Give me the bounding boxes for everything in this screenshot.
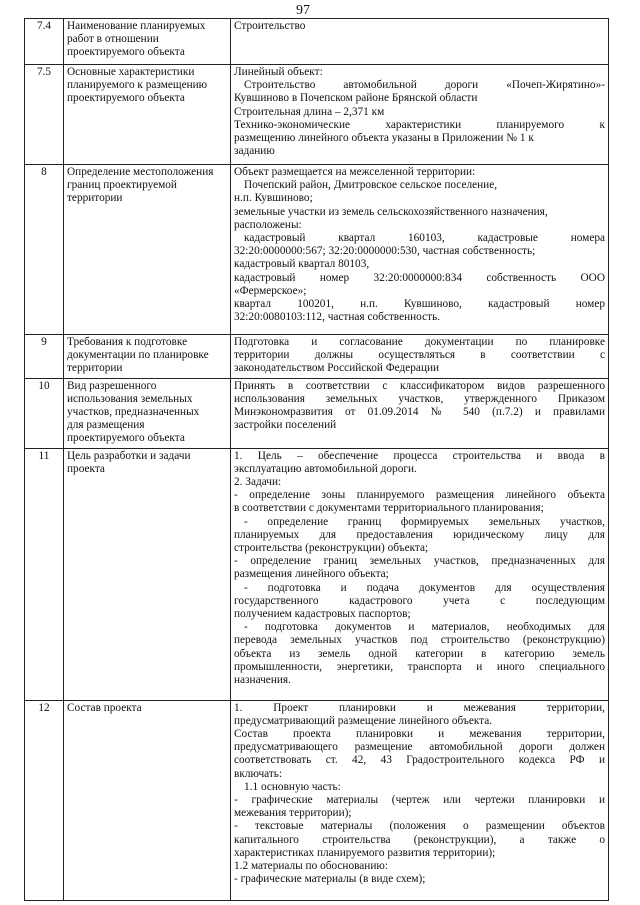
parameter-value-line: кадастровый квартал 80103, <box>234 258 370 271</box>
parameter-value-line: капитального строительства (реконструкции), а также о <box>234 833 605 846</box>
parameter-name-line: границ проектируемой <box>67 179 177 192</box>
parameter-value-line: - подготовка документов и материалов, необходимых для <box>244 621 605 634</box>
table-row <box>25 378 609 448</box>
row-number: 7.4 <box>25 19 64 65</box>
table-row <box>25 65 609 165</box>
parameter-value-line: соответствовать ст. 42, 43 Градостроительного кодекса РФ и <box>234 754 605 767</box>
parameter-name-line: проектируемого объекта <box>67 432 185 445</box>
table-row <box>25 165 609 335</box>
parameter-value-line: эксплуатацию автомобильной дороги. <box>234 462 417 475</box>
parameter-value-line: размещения линейного объекта; <box>234 568 389 581</box>
parameter-value-line: назначения. <box>234 674 291 687</box>
parameter-value-line: - подготовка и подача документов для осуществления <box>244 581 605 594</box>
parameter-value-line: 1.2 материалы по обоснованию: <box>234 860 388 873</box>
row-number: 10 <box>25 378 64 448</box>
parameter-value-line: заданию <box>234 145 275 158</box>
parameter-value-line: «Фермерское»; <box>234 284 307 297</box>
parameter-name-line: Наименование планируемых <box>67 20 206 32</box>
parameter-value-line: н.п. Кувшиново; <box>234 192 313 205</box>
parameter-value-line: государственного кадастрового учета с последующим <box>234 594 605 607</box>
parameter-value-line: - определение границ земельных участков, предназначенных для <box>234 555 605 568</box>
row-number: 8 <box>25 165 64 335</box>
parameter-value-line: территории должны осуществляться в соответствии с <box>234 349 605 362</box>
parameter-value-line: застройки поселений <box>234 419 337 432</box>
parameter-value-line: 32:20:0080103:112, частная собственность. <box>234 311 441 324</box>
row-number: 11 <box>25 448 64 700</box>
parameter-value-line: строительства (реконструкции) объекта; <box>234 542 429 555</box>
requirements-table <box>24 18 609 901</box>
row-parameter-value <box>231 19 609 65</box>
parameter-name-line: планируемого к размещению <box>67 79 208 92</box>
parameter-name-line: работ в отношении <box>67 33 159 46</box>
row-parameter-name <box>64 700 231 900</box>
parameter-value-line: Подготовка и согласование документации по планировке <box>234 336 605 348</box>
parameter-value-line: законодательством Российской Федерации <box>234 362 440 375</box>
parameter-value-line: кадастровый квартал 160103, кадастровые номера <box>244 232 605 245</box>
parameter-name-line: проекта <box>67 462 105 475</box>
row-parameter-value <box>231 165 609 335</box>
parameter-value-line: 1. Цель – обеспечение процесса строительства и ввода в <box>234 449 605 462</box>
parameter-value-line: расположены: <box>234 218 302 231</box>
parameter-value-line: Строительная длина – 2,371 км <box>234 105 385 118</box>
parameter-name-line: Состав проекта <box>67 701 142 714</box>
parameter-value-line: 1.1 основную часть: <box>244 780 341 793</box>
parameter-value-line: Строительство автомобильной дороги «Почеп-Жирятино»- <box>244 79 605 92</box>
parameter-name-line: Основные характеристики <box>67 66 195 78</box>
row-number: 9 <box>25 335 64 379</box>
parameter-name-line: территории <box>67 362 123 375</box>
parameter-name-line: проектируемого объекта <box>67 92 185 105</box>
parameter-value-line: Принять в соответствии с классификатором видов разрешенного <box>234 379 605 392</box>
parameter-value-line: - определение зоны планируемого размещения линейного объекта <box>234 489 605 502</box>
parameter-value-line: Кувшиново в Почепском районе Брянской области <box>234 92 478 105</box>
parameter-value-line: 32:20:0000000:567; 32:20:0000000:530, частная собственность; <box>234 245 536 258</box>
parameter-value-line: предусматривающего размещение автомобильной дороги должен <box>234 741 605 754</box>
parameter-name-line: использования земельных <box>67 392 193 405</box>
table-row <box>25 448 609 700</box>
parameter-value-line: Почепский район, Дмитровское сельское поселение, <box>244 179 498 192</box>
parameter-value-line: 1. Проект планировки и межевания территории, <box>234 701 605 714</box>
row-parameter-name <box>64 335 231 379</box>
row-parameter-value <box>231 335 609 379</box>
row-parameter-name <box>64 165 231 335</box>
parameter-value-line: - графические материалы (в виде схем); <box>234 873 426 886</box>
parameter-value-line: - графические материалы (чертеж или чертежи планировки и <box>234 794 605 807</box>
row-number: 7.5 <box>25 65 64 165</box>
parameter-value-line: перевода земельных участков под строительство (реконструкцию) <box>234 634 605 647</box>
row-parameter-name <box>64 65 231 165</box>
row-parameter-value <box>231 448 609 700</box>
parameter-name-line: Вид разрешенного <box>67 379 157 392</box>
row-number: 12 <box>25 700 64 900</box>
table-row <box>25 19 609 65</box>
parameter-value-line: Объект размещается на межселенной территории: <box>234 166 476 178</box>
parameter-value-line: Состав проекта планировки и межевания территории, <box>234 728 605 741</box>
parameter-value-line: квартал 100201, н.п. Кувшиново, кадастровый номер <box>234 298 605 311</box>
row-parameter-name <box>64 378 231 448</box>
parameter-name-line: Требования к подготовке <box>67 336 188 348</box>
table-row <box>25 700 609 900</box>
row-parameter-name <box>64 19 231 65</box>
parameter-value-line: планируемых для предоставления юридическому лицу для <box>234 528 605 541</box>
parameter-name-line: Определение местоположения <box>67 166 214 178</box>
parameter-value-line: предусматривающий размещение линейного объекта. <box>234 714 493 727</box>
parameter-name-line: документации по планировке <box>67 349 209 362</box>
parameter-value-line: - текстовые материалы (положения о размещении объектов <box>234 820 605 833</box>
parameter-name-line: для размещения <box>67 419 145 432</box>
page-number: 97 <box>296 3 310 18</box>
parameter-value-line: объекта из земель одной категории в категорию земель <box>234 647 605 660</box>
parameter-value-line: Линейный объект: <box>234 66 323 78</box>
parameter-value-line: получением кадастровых паспортов; <box>234 608 411 621</box>
parameter-name-line: участков, предназначенных <box>67 406 200 419</box>
row-parameter-value <box>231 700 609 900</box>
parameter-value-line: включать: <box>234 767 283 780</box>
table-row <box>25 335 609 379</box>
parameter-value-line: Минэкономразвития от 01.09.2014 № 540 (п.7.2) и правилами <box>234 406 605 419</box>
parameter-value-line: в соответствии с документами территориального планирования; <box>234 502 544 515</box>
row-parameter-name <box>64 448 231 700</box>
parameter-value-line: промышленности, энергетики, транспорта и иного специального <box>234 660 605 673</box>
parameter-name-line: проектируемого объекта <box>67 46 185 59</box>
parameter-name-line: территории <box>67 192 123 205</box>
parameter-value-line: земельные участки из земель сельскохозяйственного назначения, <box>234 205 548 218</box>
parameter-value-line: Строительство <box>234 20 306 32</box>
parameter-value-line: размещению линейного объекта указаны в Приложении № 1 к <box>234 132 534 145</box>
parameter-value-line: межевания территории); <box>234 807 352 820</box>
parameter-name-line: Цель разработки и задачи <box>67 449 191 462</box>
parameter-value-line: 2. Задачи: <box>234 476 282 489</box>
parameter-value-line: Технико-экономические характеристики планируемого к <box>234 118 605 131</box>
parameter-value-line: использования земельных участков, утвержденного Приказом <box>234 392 605 405</box>
parameter-value-line: характеристиках планируемого развития территории); <box>234 846 496 859</box>
row-parameter-value <box>231 378 609 448</box>
row-parameter-value <box>231 65 609 165</box>
parameter-value-line: - определение границ формируемых земельных участков, <box>244 515 605 528</box>
parameter-value-line: кадастровый номер 32:20:0000000:834 собственность ООО <box>234 271 605 284</box>
